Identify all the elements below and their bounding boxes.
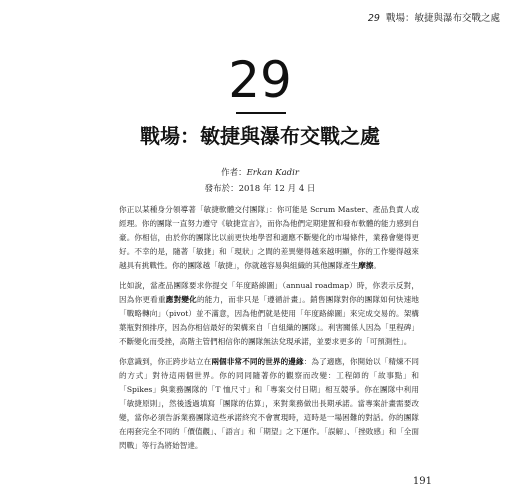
- bold-text: 兩個非常不同的世界的邊緣: [211, 357, 304, 366]
- text-run: 你正以某種身分領導著「敏捷軟體交付團隊」：你可能是 Scrum Master、產品負責人或經理。你的團隊一直努力遵守《敏捷宣言》，而你為他們定期建置和發布軟體的能力感到自豪。你相信，由於你的團隊比以前更快地學習和適應不斷變化的市場條件，業務會變得更好。不幸的是，隨著「敏捷」和「現狀」之間的差異變得越來越明顯，你的工作變得越來越具有挑戰性。你的團隊越「敏捷」，你就越容易與組織的其他團隊產生: [119, 205, 419, 270]
- chapter-divider: [236, 112, 286, 114]
- author-label: 作者：: [221, 168, 247, 178]
- chapter-number: 29: [228, 51, 292, 109]
- text-run: 的能力，而非只是「遵循計畫」。銷售團隊對你的團隊如何快速地「戰略轉向」（pivot）並不滿意，因為他們就是使用「年度路線圖」來完成交易的。架構葉瓶對預排序，因為你相信最好的架構來自「自組織的團隊」。利害關係人因為「里程碑」不斷變化而受挫，高階主管們相信你的團隊無法兌現承諾，並要求更多的「可預測性」。: [119, 295, 420, 346]
- bold-text: 摩擦: [358, 261, 374, 270]
- running-header-chapter-number: 29: [367, 13, 380, 24]
- author-name: Erkan Kadir: [246, 168, 299, 178]
- text-run: 。: [373, 261, 381, 270]
- author-line: [0, 167, 520, 180]
- page-number: 191: [412, 476, 432, 487]
- paragraph: [119, 279, 419, 349]
- running-header-title: 戰場：敏捷與瀑布交戰之處: [385, 13, 500, 24]
- bold-text: 應對變化: [165, 295, 197, 304]
- body-text: [119, 203, 419, 459]
- publish-date: 發布於：2018 年 12 月 4 日: [204, 184, 316, 194]
- text-run: 你意識到，你正跨步站立在: [119, 357, 212, 366]
- paragraph: [119, 203, 419, 273]
- chapter-title: 戰場：敏捷與瀑布交戰之處: [140, 124, 380, 148]
- running-header: [368, 10, 500, 24]
- paragraph: [119, 355, 419, 453]
- text-run: 比如說，當產品團隊要求你提交「年度路線圖」（annual roadmap）時，你表示反對，因為你更看重: [119, 281, 419, 304]
- text-run: ：為了適應，你開始以「精煉不同的方式」對待這兩個世界。你的同同隨著你的觀察而改變：工程師的「故事點」和「Spikes」與業務團隊的「T 恤尺寸」和「專案交付日期」相互競爭。你在團隊中利用「敏捷原則」，然後透過填寫「團隊的估算」，來對業務做出長期承諾。當專案計畫需要改變，當你必須告訴業務團隊這些承諾終究不會實現時，這時是一場困難的對話。你的團隊在兩套完全不同的「價值觀」、「語言」和「期望」之下運作。「誤解」、「挫敗感」和「全面閃戰」等行為將始智達。: [119, 357, 420, 450]
